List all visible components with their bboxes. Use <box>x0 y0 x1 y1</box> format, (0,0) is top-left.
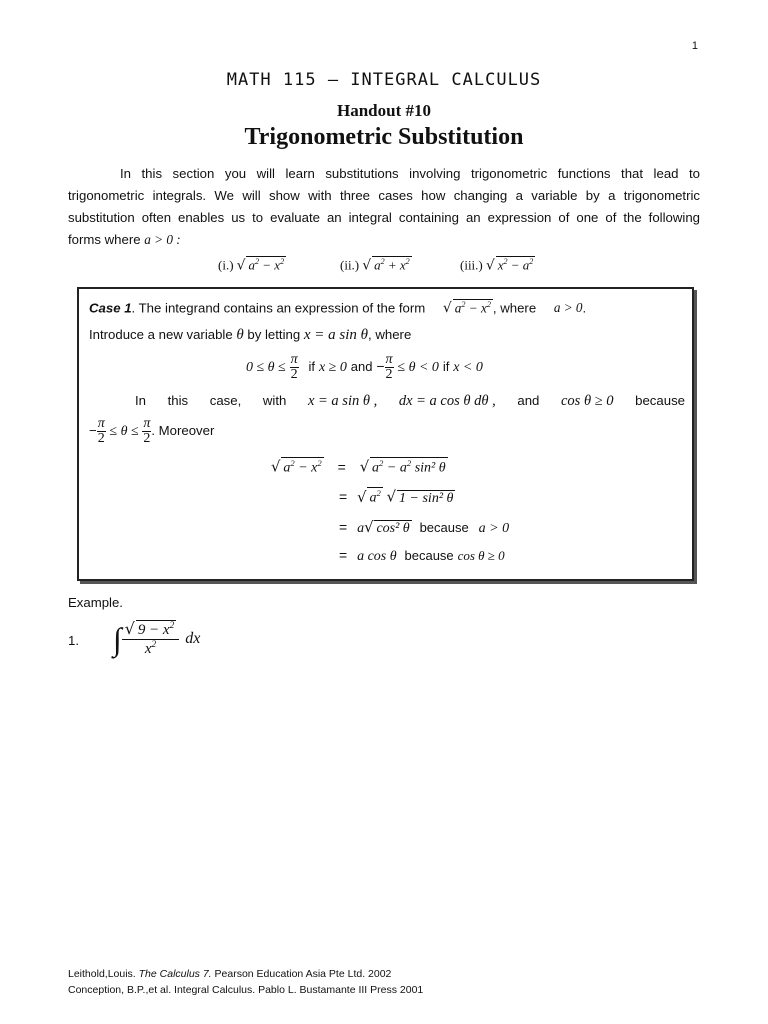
example-1-number: 1. <box>68 633 79 648</box>
form-iii: (iii.) √ $x^2 - a^2$ <box>460 257 534 274</box>
intro-line-4: forms where a > 0 : <box>68 232 181 247</box>
case-1-line-4: In this case, with x = a sin θ , dx = a cos θ dθ , and cos θ ≥ 0 because <box>135 393 685 409</box>
derivation-step-4: = a cos θ because cos θ ≥ 0 <box>339 547 505 564</box>
derivation-step-3: = a√ cos² θ because a > 0 <box>339 519 510 536</box>
case-1-line-1: Case 1. The integrand contains an expression of the form √ $a^2 - x^2$ , where a > 0. <box>89 300 587 317</box>
case-1-line-2: Introduce a new variable θ by letting x = a sin θ, where <box>89 327 412 343</box>
intro-line-3: substitution often enables us to evaluate an integral containing an expression of one of the following <box>68 210 700 225</box>
intro-line-1: In this section you will learn substitutions involving trigonometric functions that lead to <box>120 166 700 181</box>
positivity-condition: a > 0 : <box>144 232 181 247</box>
derivation-step-1: √ $a^2 - x^2$ = √ $a^2 - a^2$ sin² θ <box>271 458 446 476</box>
derivation-step-2: = √ $a^2$ √ 1 − sin² θ <box>339 488 454 506</box>
case-1-line-5: − $\frac{\pi}{2}$ ≤ θ ≤ $\frac{\pi}{2}$ . Moreover <box>89 416 215 446</box>
example-1-integral: ∫ √ $9 - x^2$ $x^2$ dx <box>113 619 201 657</box>
references <box>68 966 423 998</box>
intro-paragraph <box>68 163 700 251</box>
form-i: (i.) √ $a^2 - x^2$ <box>218 257 285 274</box>
intro-line-2: trigonometric integrals. We will show with three cases how changing a variable by a trigonometric <box>68 188 700 203</box>
case-1-range: 0 ≤ θ ≤ $\frac{\pi}{2}$ if x ≥ 0 and − $\frac{\pi}{2}$ ≤ θ < 0 if x < 0 <box>246 352 483 382</box>
course-title: MATH 115 – INTEGRAL CALCULUS <box>226 70 542 90</box>
example-label: Example. <box>68 595 123 610</box>
handout-label: Handout #10 <box>337 101 431 120</box>
case-1-box <box>77 287 694 581</box>
case-1-label: Case 1 <box>89 300 132 316</box>
page-number: 1 <box>691 40 698 52</box>
page-title: Trigonometric Substitution <box>244 124 524 150</box>
reference-1: Leithold,Louis. The Calculus 7. Pearson Education Asia Pte Ltd. 2002 <box>68 968 392 980</box>
reference-2: Conception, B.P.,et al. Integral Calculus. Pablo L. Bustamante III Press 2001 <box>68 984 424 996</box>
form-ii: (ii.) √ $a^2 + x^2$ <box>340 257 410 274</box>
